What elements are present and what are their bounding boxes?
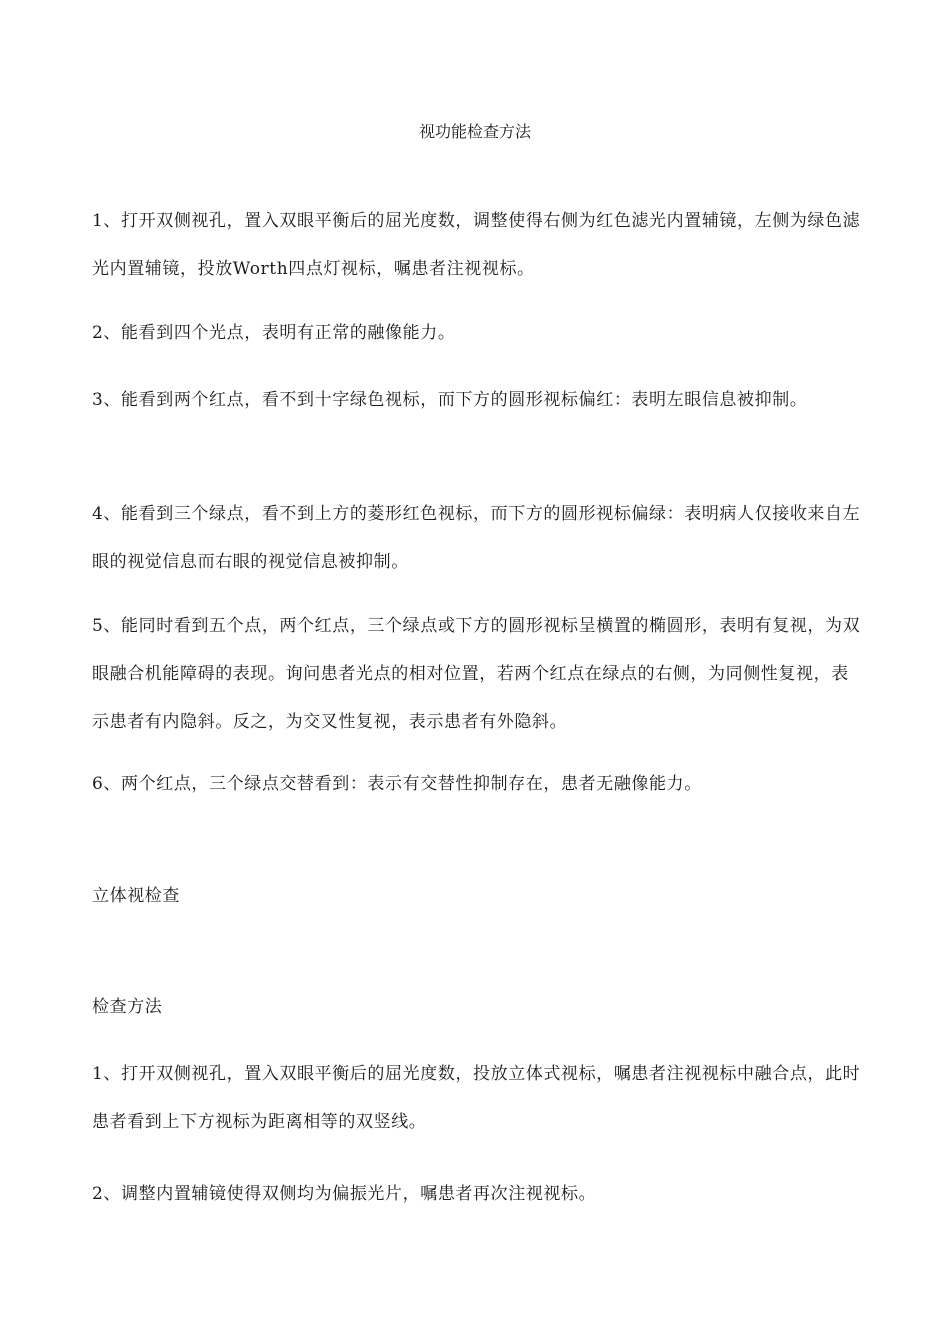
- paragraph-item-4: 4、能看到三个绿点，看不到上方的菱形红色视标，而下方的圆形视标偏绿：表明病人仅接收来自左眼的视觉信息而右眼的视觉信息被抑制。: [92, 504, 861, 572]
- paragraph-stereo-item-1: 1、打开双侧视孔，置入双眼平衡后的屈光度数，投放立体式视标，嘱患者注视视标中融合点，此时患者看到上下方视标为距离相等的双竖线。: [92, 1064, 861, 1132]
- paragraph-item-2: 2、能看到四个光点，表明有正常的融像能力。: [92, 323, 456, 343]
- section-subheading-method: 检查方法: [92, 997, 163, 1017]
- paragraph-item-6: 6、两个红点，三个绿点交替看到：表示有交替性抑制存在，患者无融像能力。: [92, 774, 702, 794]
- document-title: 视功能检查方法: [418, 122, 531, 141]
- section-heading-stereo: 立体视检查: [92, 886, 180, 906]
- paragraph-item-5: 5、能同时看到五个点，两个红点，三个绿点或下方的圆形视标呈横置的椭圆形，表明有复视，为双眼融合机能障碍的表现。询问患者光点的相对位置，若两个红点在绿点的右侧，为同侧性复视，表示患者有内隐斜。反之，为交叉性复视，表示患者有外隐斜。: [92, 616, 861, 732]
- paragraph-stereo-item-2: 2、调整内置辅镜使得双侧均为偏振光片，嘱患者再次注视视标。: [92, 1184, 597, 1204]
- paragraph-item-1: 1、打开双侧视孔，置入双眼平衡后的屈光度数，调整使得右侧为红色滤光内置辅镜，左侧为绿色滤光内置辅镜，投放Worth四点灯视标，嘱患者注视视标。: [92, 211, 861, 279]
- paragraph-item-3: 3、能看到两个红点，看不到十字绿色视标，而下方的圆形视标偏红：表明左眼信息被抑制。: [92, 390, 808, 410]
